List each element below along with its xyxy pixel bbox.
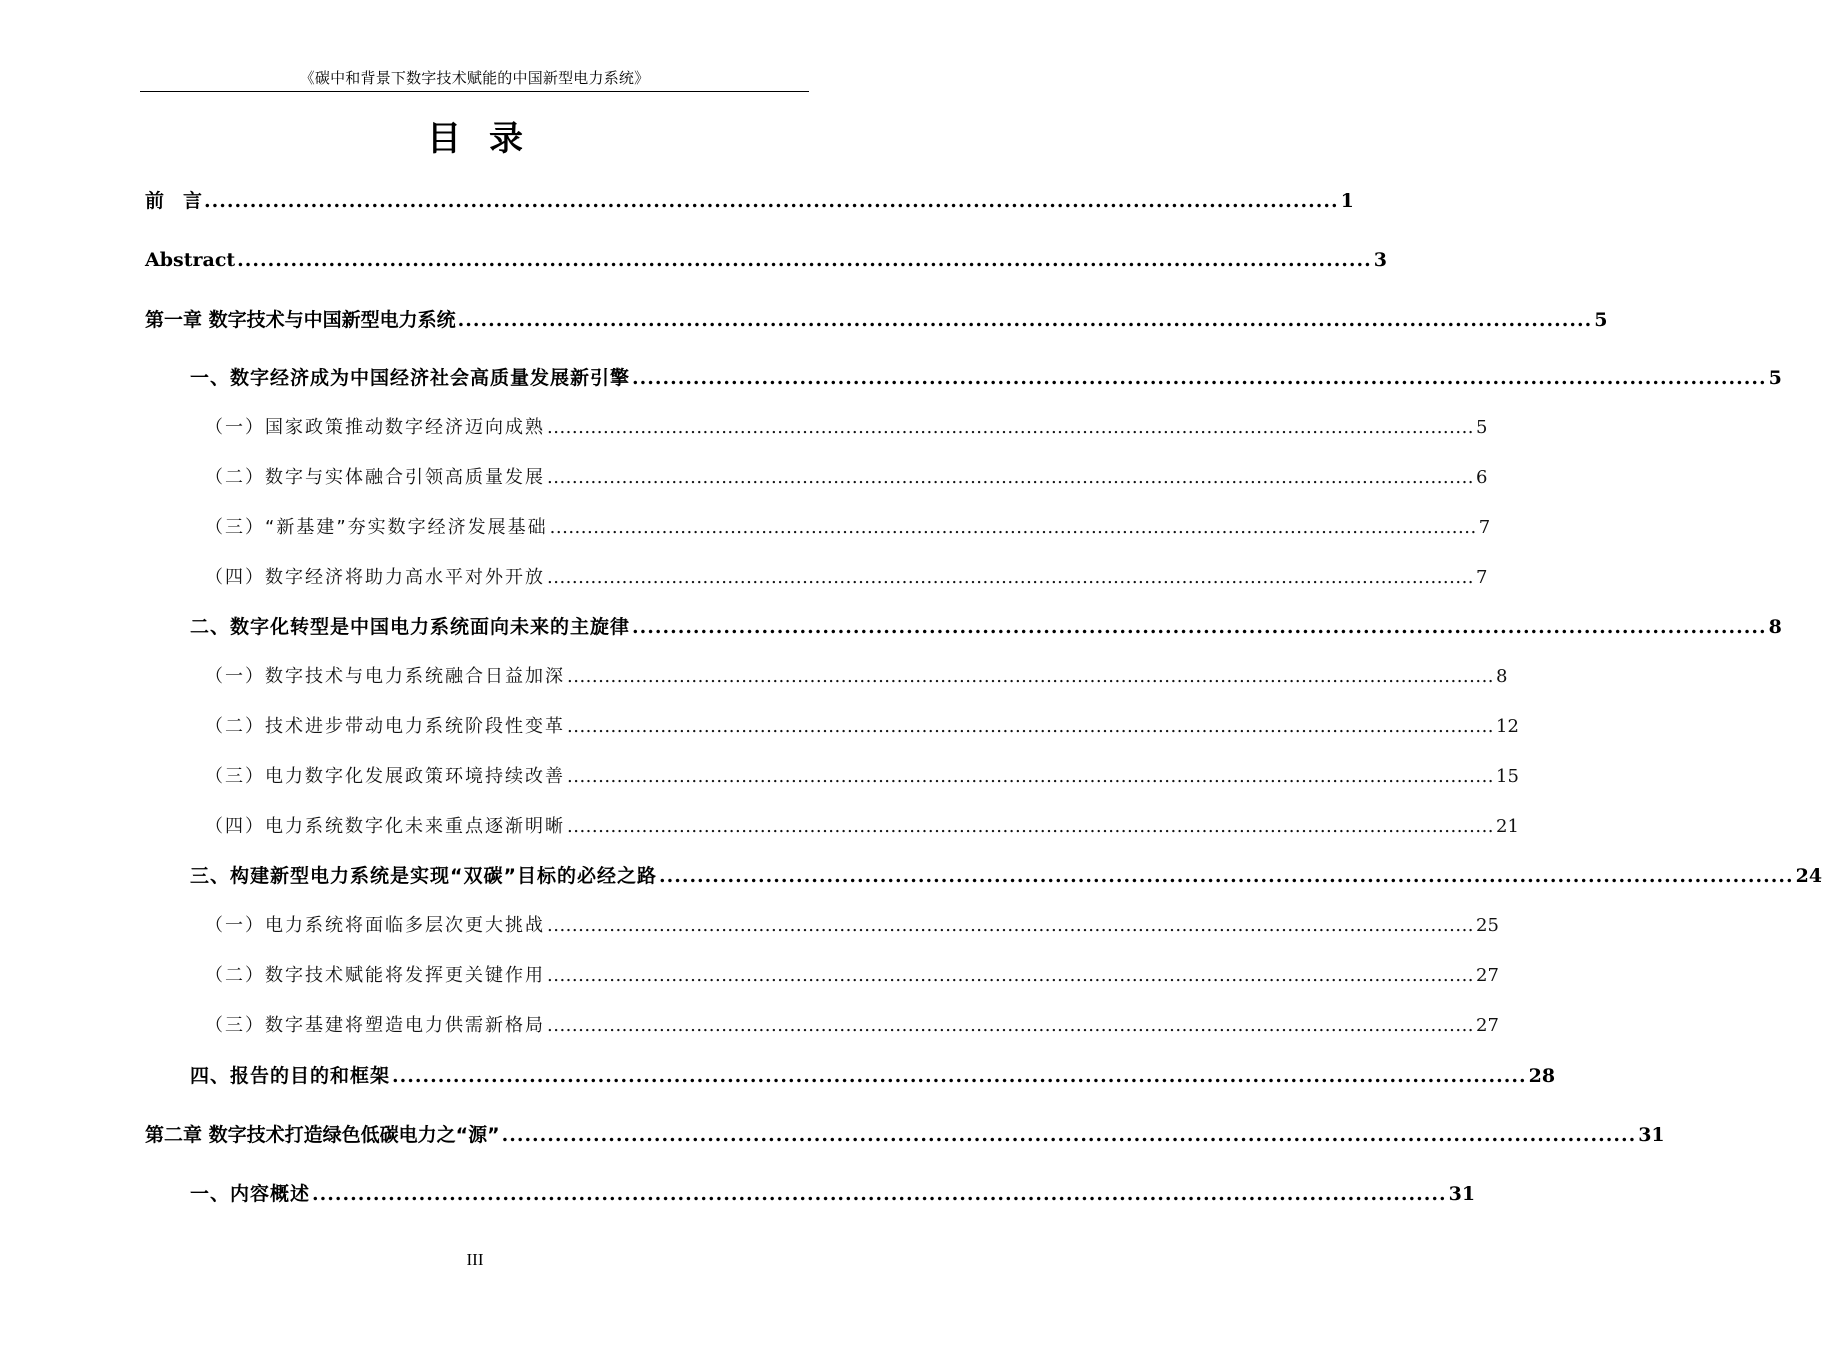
- toc-entry-subsection-1-3-3[interactable]: [205, 1011, 1499, 1041]
- toc-entry-label: 三、构建新型电力系统是实现“双碳”目标的必经之路: [190, 865, 657, 887]
- toc-leader-dots: .....................................................................................................................................................: [501, 1124, 1637, 1146]
- toc-entry-page: 7: [1476, 567, 1488, 588]
- toc-leader-dots: .....................................................................................................................................................: [567, 816, 1495, 837]
- toc-entry-page: 5: [1594, 309, 1608, 331]
- toc-entry-subsection-1-2-4[interactable]: [205, 812, 1519, 842]
- toc-entry-page: 21: [1496, 816, 1519, 837]
- toc-entry-page: 12: [1496, 716, 1519, 737]
- toc-leader-dots: .....................................................................................................................................................: [658, 865, 1794, 887]
- toc-entry-page: 5: [1768, 367, 1782, 389]
- toc-entry-label: 前 言: [145, 190, 203, 212]
- toc-entry-chapter-1[interactable]: [145, 305, 1608, 335]
- toc-entry-label: （二）数字技术赋能将发挥更关键作用: [205, 965, 545, 986]
- toc-entry-subsection-1-3-2[interactable]: [205, 961, 1499, 991]
- toc-entry-label: （一）电力系统将面临多层次更大挑战: [205, 915, 545, 936]
- running-header: 《碳中和背景下数字技术赋能的中国新型电力系统》: [299, 69, 650, 87]
- toc-entry-label: （三）数字基建将塑造电力供需新格局: [205, 1015, 545, 1036]
- toc-entry-page: 24: [1795, 865, 1822, 887]
- toc-entry-subsection-1-1-3[interactable]: [205, 513, 1491, 543]
- toc-entry-subsection-1-1-4[interactable]: [205, 563, 1488, 593]
- page-title: 目录: [427, 119, 551, 159]
- toc-entry-page: 3: [1373, 249, 1388, 271]
- toc-entry-page: 27: [1476, 965, 1499, 986]
- toc-leader-dots: .....................................................................................................................................................: [392, 1065, 1527, 1087]
- toc-entry-label: 一、数字经济成为中国经济社会高质量发展新引擎: [190, 367, 631, 389]
- toc-entry-label: 第一章 数字技术与中国新型电力系统: [145, 309, 456, 331]
- toc-entry-section-2-1[interactable]: [190, 1179, 1476, 1209]
- toc-entry-page: 25: [1476, 915, 1499, 936]
- toc-entry-section-1-3[interactable]: [190, 861, 1822, 891]
- toc-leader-dots: .....................................................................................................................................................: [632, 616, 1767, 638]
- toc-entry-subsection-1-3-1[interactable]: [205, 911, 1499, 941]
- toc-entry-label: （四）数字经济将助力高水平对外开放: [205, 567, 545, 588]
- toc-entry-subsection-1-1-1[interactable]: [205, 413, 1488, 443]
- toc-entry-subsection-1-1-2[interactable]: [205, 463, 1488, 493]
- toc-entry-page: 6: [1476, 467, 1488, 488]
- toc-entry-page: 27: [1476, 1015, 1499, 1036]
- toc-leader-dots: .....................................................................................................................................................: [549, 517, 1477, 538]
- toc-entry-subsection-1-2-2[interactable]: [205, 712, 1519, 742]
- header-rule: [140, 91, 809, 92]
- toc-leader-dots: .....................................................................................................................................................: [237, 249, 1372, 271]
- toc-entry-page: 28: [1528, 1065, 1556, 1087]
- toc-entry-label: 二、数字化转型是中国电力系统面向未来的主旋律: [190, 616, 631, 638]
- toc-entry-section-1-2[interactable]: [190, 612, 1782, 642]
- toc-leader-dots: .....................................................................................................................................................: [457, 309, 1593, 331]
- toc-entry-page: 15: [1496, 766, 1519, 787]
- toc-entry-section-1-4[interactable]: [190, 1061, 1556, 1091]
- toc-entry-page: 8: [1768, 616, 1782, 638]
- toc-entry-section-1-1[interactable]: [190, 363, 1782, 393]
- toc-leader-dots: .....................................................................................................................................................: [312, 1183, 1447, 1205]
- toc-leader-dots: .....................................................................................................................................................: [632, 367, 1767, 389]
- toc-entry-page: 5: [1476, 417, 1488, 438]
- toc-leader-dots: .....................................................................................................................................................: [547, 1015, 1475, 1036]
- toc-leader-dots: .....................................................................................................................................................: [547, 915, 1475, 936]
- toc-entry-page: 1: [1340, 190, 1354, 212]
- toc-entry-subsection-1-2-1[interactable]: [205, 662, 1508, 692]
- toc-entry-label: （三）“新基建”夯实数字经济发展基础: [205, 517, 548, 538]
- toc-entry-label: （一）数字技术与电力系统融合日益加深: [205, 666, 565, 687]
- toc-entry-label: （一）国家政策推动数字经济迈向成熟: [205, 417, 545, 438]
- toc-leader-dots: .....................................................................................................................................................: [547, 965, 1475, 986]
- toc-entry-label: （四）电力系统数字化未来重点逐渐明晰: [205, 816, 565, 837]
- toc-entry-preface[interactable]: [145, 186, 1354, 216]
- toc-leader-dots: .....................................................................................................................................................: [547, 567, 1475, 588]
- toc-entry-label: （三）电力数字化发展政策环境持续改善: [205, 766, 565, 787]
- page-number: III: [466, 1250, 484, 1269]
- toc-entry-page: 7: [1478, 517, 1491, 538]
- toc-leader-dots: .....................................................................................................................................................: [567, 666, 1495, 687]
- toc-leader-dots: .....................................................................................................................................................: [547, 467, 1475, 488]
- toc-entry-label: Abstract: [145, 249, 236, 271]
- toc-entry-page: 8: [1496, 666, 1508, 687]
- toc-entry-label: 一、内容概述: [190, 1183, 311, 1205]
- toc-entry-label: 第二章 数字技术打造绿色低碳电力之“源”: [145, 1124, 500, 1146]
- toc-entry-page: 31: [1448, 1183, 1476, 1205]
- toc-leader-dots: .....................................................................................................................................................: [567, 716, 1495, 737]
- toc-entry-subsection-1-2-3[interactable]: [205, 762, 1519, 792]
- toc-entry-page: 31: [1638, 1124, 1665, 1146]
- toc-entry-label: （二）数字与实体融合引领高质量发展: [205, 467, 545, 488]
- toc-entry-label: 四、报告的目的和框架: [190, 1065, 391, 1087]
- toc-entry-label: （二）技术进步带动电力系统阶段性变革: [205, 716, 565, 737]
- toc-leader-dots: .....................................................................................................................................................: [567, 766, 1495, 787]
- toc-leader-dots: .....................................................................................................................................................: [204, 190, 1339, 212]
- toc-leader-dots: .....................................................................................................................................................: [547, 417, 1475, 438]
- toc-entry-chapter-2[interactable]: [145, 1120, 1665, 1150]
- toc-entry-abstract[interactable]: [145, 245, 1388, 275]
